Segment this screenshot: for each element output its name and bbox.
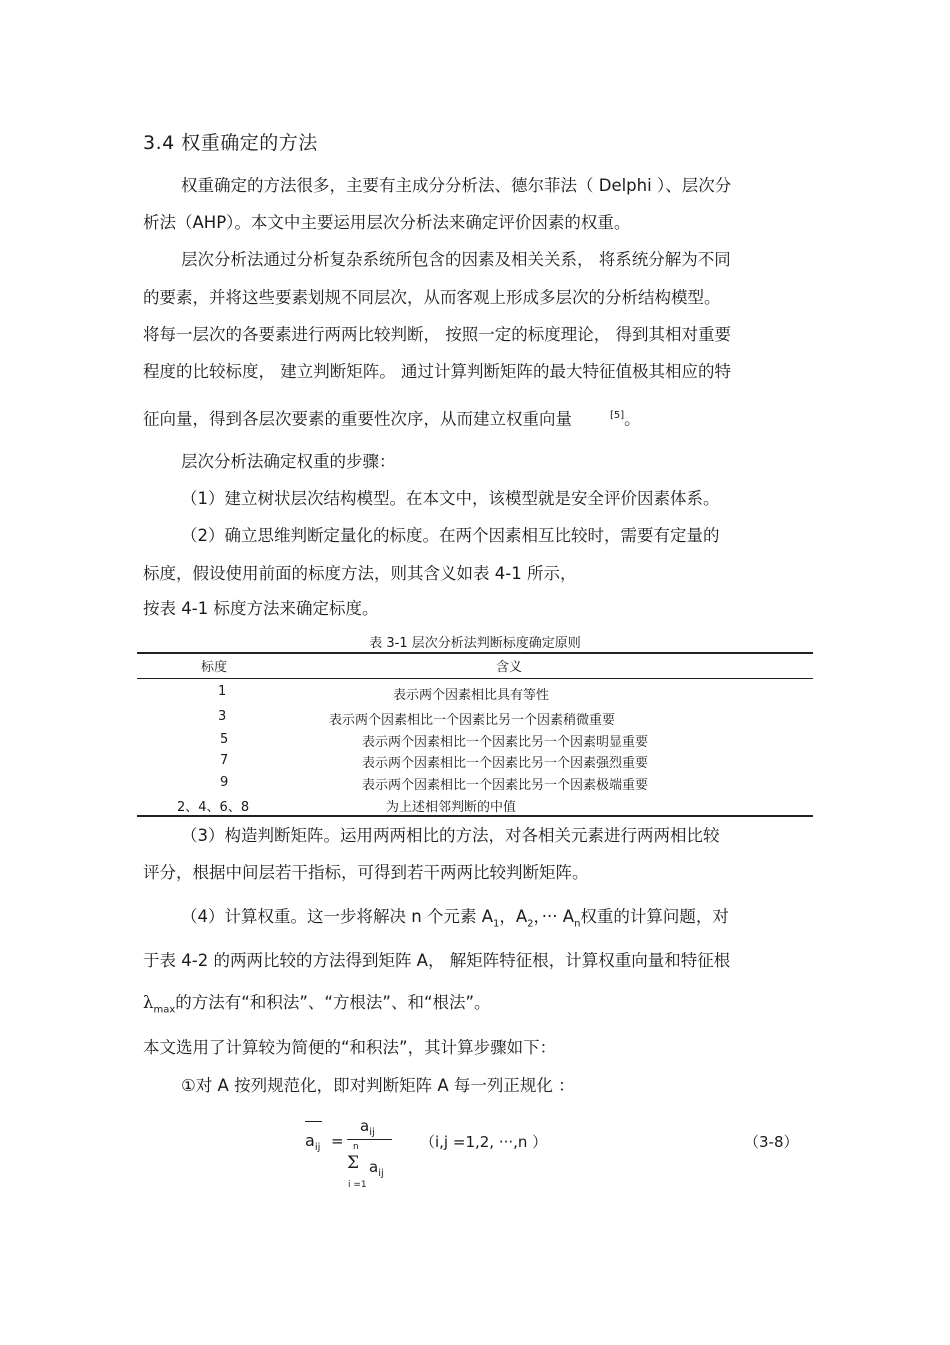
- equals-sign: =: [331, 1132, 344, 1150]
- sentence-end: 。: [624, 409, 641, 429]
- paragraph-line: 析法（AHP）。本文中主要运用层次分析法来确定评价因素的权重。: [143, 213, 631, 232]
- paragraph-line-elements: [181, 906, 729, 935]
- subscript: max: [153, 1004, 176, 1016]
- table-top-rule: [137, 652, 813, 654]
- paragraph-line: 权重确定的方法很多，主要有主成分分析法、德尔菲法（ Delphi ）、层次分: [181, 176, 732, 195]
- table-cell-meaning: 表示两个因素相比一个因素比另一个因素稍微重要: [329, 713, 616, 728]
- table-cell-meaning: 为上述相邻判断的中值: [386, 800, 517, 815]
- paragraph-line: 于表 4-2 的两两比较的方法得到矩阵 A， 解矩阵特征根，计算权重向量和特征根: [143, 951, 731, 970]
- paragraph-text: 征向量，得到各层次要素的重要性次序，从而建立权重向量: [143, 409, 572, 429]
- numerator-var: a: [360, 1117, 370, 1135]
- paragraph-line: （3）构造判断矩阵。运用两两相比的方法，对各相关元素进行两两相比较: [181, 826, 720, 845]
- paragraph-text: 的方法有“和积法”、“方根法”、和“根法”。: [175, 993, 491, 1012]
- formula-lhs: [305, 1131, 320, 1153]
- table-cell-meaning: 表示两个因素相比一个因素比另一个因素明显重要: [362, 735, 649, 750]
- sum-lower-limit: i =1: [348, 1180, 367, 1190]
- denominator-var: a: [369, 1158, 379, 1176]
- equation-number: （3-8）: [744, 1133, 799, 1151]
- formula-denominator: [369, 1158, 384, 1179]
- subscript: ij: [378, 1168, 384, 1179]
- table-cell-scale: 3: [218, 709, 227, 724]
- table-cell-scale: 2、4、6、8: [177, 800, 250, 815]
- paragraph-line: 评分，根据中间层若干指标，可得到若干两两比较判断矩阵。: [143, 863, 589, 882]
- table-cell-meaning: 表示两个因素相比一个因素比另一个因素强烈重要: [362, 756, 649, 771]
- table-cell-scale: 1: [218, 684, 227, 699]
- overbar: [305, 1121, 322, 1122]
- formula-condition: （i,j =1,2, ···,n ）: [420, 1133, 548, 1151]
- table-cell-meaning: 表示两个因素相比具有等性: [393, 688, 550, 703]
- sum-upper-limit: n: [353, 1142, 359, 1152]
- paragraph-line: 将每一层次的各要素进行两两比较判断， 按照一定的标度理论， 得到其相对重要: [143, 325, 731, 344]
- step4-text: ，A: [499, 907, 528, 926]
- subscript: ij: [369, 1127, 375, 1138]
- sum-symbol: Σ: [347, 1153, 360, 1173]
- lambda-symbol: λ: [143, 993, 154, 1012]
- table-bottom-rule: [137, 815, 813, 817]
- citation: [5]: [610, 410, 625, 421]
- table-header-meaning: 含义: [496, 660, 523, 675]
- step4-text: （4）计算权重。这一步将解决 n 个元素 A: [181, 907, 493, 926]
- step4-text: 权重的计算问题，对: [580, 907, 729, 926]
- paragraph-line: 程度的比较标度， 建立判断矩阵。 通过计算判断矩阵的最大特征值极其相应的特: [143, 362, 731, 381]
- paragraph-line: 标度，假设使用前面的标度方法，则其含义如表 4-1 所示，: [143, 564, 577, 583]
- table-caption: 表 3-1 层次分析法判断标度确定原则: [369, 636, 581, 651]
- paragraph-line-with-citation: [143, 405, 641, 431]
- formula-numerator: [360, 1117, 375, 1138]
- table-cell-scale: 9: [220, 775, 229, 790]
- table-header-scale: 标度: [201, 660, 228, 675]
- formula-lhs-var: a: [305, 1131, 315, 1150]
- subscript: 2: [527, 918, 534, 930]
- table-header-rule: [137, 678, 813, 679]
- paragraph-line: 层次分析法确定权重的步骤：: [181, 452, 396, 471]
- table-cell-scale: 7: [220, 753, 229, 768]
- subscript: ij: [314, 1142, 321, 1154]
- paragraph-line: ①对 A 按列规范化，即对判断矩阵 A 每一列正规化 ：: [181, 1076, 575, 1095]
- paragraph-line: 的要素，并将这些要素划规不同层次，从而客观上形成多层次的分析结构模型。: [143, 288, 721, 307]
- subscript: n: [574, 918, 581, 930]
- paragraph-line: 层次分析法通过分析复杂系统所包含的因素及相关关系， 将系统分解为不同: [181, 250, 731, 269]
- table-cell-meaning: 表示两个因素相比一个因素比另一个因素极端重要: [362, 778, 649, 793]
- paragraph-line-lambda: [143, 992, 491, 1021]
- paragraph-line: （2）确立思维判断定量化的标度。在两个因素相互比较时，需要有定量的: [181, 526, 720, 545]
- table-cell-scale: 5: [220, 732, 229, 747]
- paragraph-line: 按表 4-1 标度方法来确定标度。: [143, 599, 379, 618]
- subscript: 1: [492, 918, 500, 930]
- paragraph-line: （1）建立树状层次结构模型。在本文中，该模型就是安全评价因素体系。: [181, 489, 720, 508]
- fraction-bar: [347, 1139, 392, 1140]
- step4-text: ，··· A: [533, 907, 575, 926]
- paragraph-line: 本文选用了计算较为简便的“和积法”，其计算步骤如下：: [143, 1038, 557, 1057]
- section-heading: 3.4 权重确定的方法: [143, 132, 318, 154]
